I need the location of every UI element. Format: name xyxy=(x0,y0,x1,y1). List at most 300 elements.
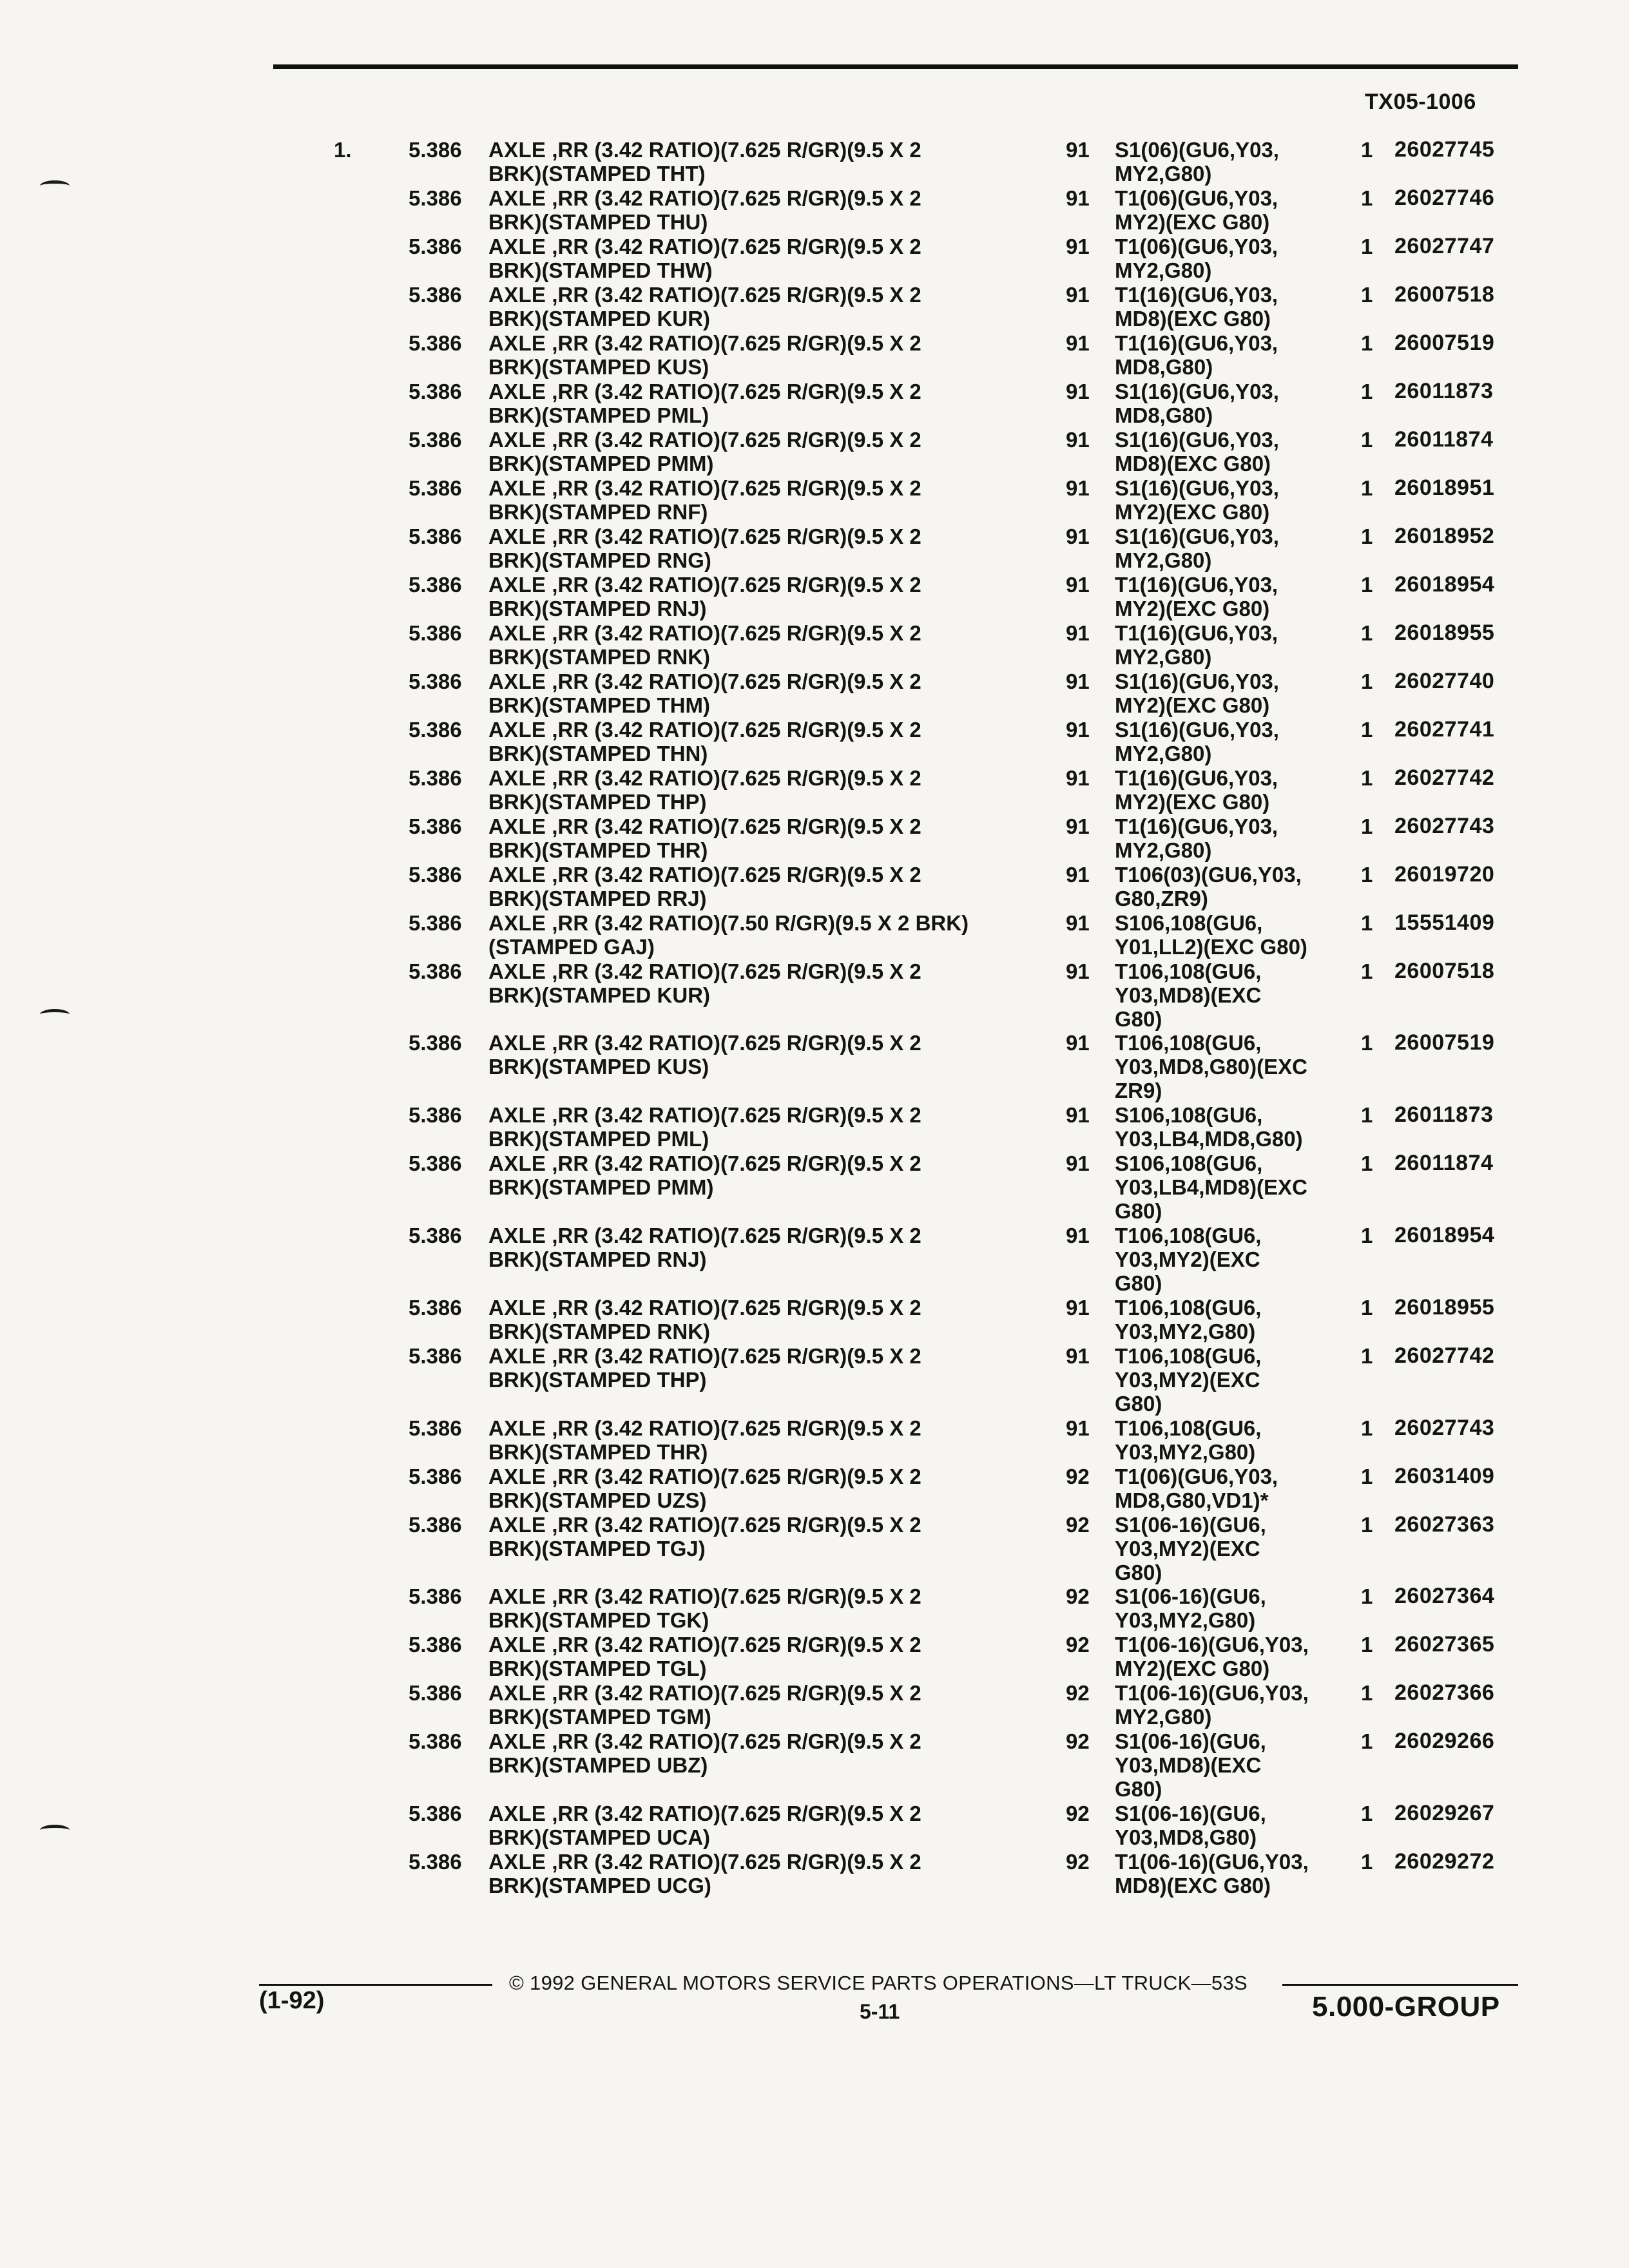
row-part-number: 26018954 xyxy=(1394,1223,1495,1247)
row-quantity: 1 xyxy=(1361,1729,1373,1753)
row-year: 91 xyxy=(1066,1416,1090,1440)
parts-row xyxy=(0,331,1629,379)
row-part-number: 26027740 xyxy=(1394,669,1495,693)
row-part-number: 26027743 xyxy=(1394,814,1495,838)
row-application: S1(16)(GU6,Y03, MY2,G80) xyxy=(1115,524,1279,572)
row-application: T1(06-16)(GU6,Y03, MY2)(EXC G80) xyxy=(1115,1633,1309,1680)
row-description xyxy=(488,380,1017,427)
row-description-text: ,RR (3.42 RATIO)(7.625 R/GR)(9.5 X 2 BRK)(STAMPED PML) xyxy=(488,380,921,427)
row-description xyxy=(488,1296,1017,1343)
row-part-name: AXLE xyxy=(488,476,546,500)
row-application: T1(06-16)(GU6,Y03, MY2,G80) xyxy=(1115,1681,1309,1729)
row-quantity: 1 xyxy=(1361,1296,1373,1320)
row-quantity: 1 xyxy=(1361,766,1373,790)
row-quantity: 1 xyxy=(1361,814,1373,838)
row-part-number: 26011874 xyxy=(1394,427,1494,452)
row-quantity: 1 xyxy=(1361,718,1373,742)
row-part-number: 26019720 xyxy=(1394,862,1495,887)
row-quantity: 1 xyxy=(1361,1103,1373,1127)
row-description-text: ,RR (3.42 RATIO)(7.625 R/GR)(9.5 X 2 BRK)(STAMPED TGJ) xyxy=(488,1513,921,1561)
row-number: 5.386 xyxy=(409,331,462,355)
row-part-name: AXLE xyxy=(488,573,546,597)
row-year: 91 xyxy=(1066,669,1090,693)
row-description xyxy=(488,1465,1017,1512)
row-year: 92 xyxy=(1066,1729,1090,1753)
row-description-text: ,RR (3.42 RATIO)(7.625 R/GR)(9.5 X 2 BRK)(STAMPED TGM) xyxy=(488,1681,921,1729)
row-description-text: ,RR (3.42 RATIO)(7.625 R/GR)(9.5 X 2 BRK)(STAMPED THR) xyxy=(488,1416,921,1464)
row-application: S1(16)(GU6,Y03, MY2,G80) xyxy=(1115,718,1279,765)
parts-row xyxy=(0,1030,1629,1102)
row-application: T106,108(GU6, Y03,MY2,G80) xyxy=(1115,1296,1262,1343)
row-year: 91 xyxy=(1066,138,1090,162)
row-part-number: 26027363 xyxy=(1394,1512,1495,1537)
row-index: 1. xyxy=(334,138,352,162)
row-year: 92 xyxy=(1066,1584,1090,1608)
row-part-number: 26018952 xyxy=(1394,524,1495,548)
row-part-name: AXLE xyxy=(488,428,546,452)
parts-row xyxy=(0,1416,1629,1464)
row-part-name: AXLE xyxy=(488,1224,546,1247)
row-part-name: AXLE xyxy=(488,331,546,355)
parts-row xyxy=(0,621,1629,669)
row-part-number: 15551409 xyxy=(1394,910,1495,935)
row-part-name: AXLE xyxy=(488,1296,546,1320)
row-description xyxy=(488,524,1017,572)
row-year: 91 xyxy=(1066,766,1090,790)
row-application: T1(16)(GU6,Y03, MD8,G80) xyxy=(1115,331,1278,379)
row-description xyxy=(488,959,1017,1007)
parts-row xyxy=(0,1802,1629,1849)
row-year: 91 xyxy=(1066,428,1090,452)
row-year: 91 xyxy=(1066,959,1090,983)
row-description-text: ,RR (3.42 RATIO)(7.625 R/GR)(9.5 X 2 BRK)(STAMPED THR) xyxy=(488,814,921,862)
parts-row xyxy=(0,1151,1629,1223)
row-part-name: AXLE xyxy=(488,186,546,210)
row-part-number: 26029266 xyxy=(1394,1729,1495,1753)
row-part-name: AXLE xyxy=(488,380,546,403)
row-quantity: 1 xyxy=(1361,235,1373,258)
row-description-text: ,RR (3.42 RATIO)(7.625 R/GR)(9.5 X 2 BRK)(STAMPED KUR) xyxy=(488,283,921,331)
row-description-text: ,RR (3.42 RATIO)(7.625 R/GR)(9.5 X 2 BRK)(STAMPED RNJ) xyxy=(488,1224,921,1271)
row-year: 91 xyxy=(1066,235,1090,258)
row-quantity: 1 xyxy=(1361,1416,1373,1440)
row-quantity: 1 xyxy=(1361,138,1373,162)
row-application: S1(06)(GU6,Y03, MY2,G80) xyxy=(1115,138,1279,186)
row-year: 91 xyxy=(1066,911,1090,935)
row-year: 91 xyxy=(1066,186,1090,210)
row-application: S1(16)(GU6,Y03, MD8,G80) xyxy=(1115,380,1279,427)
row-description xyxy=(488,1224,1017,1271)
row-description xyxy=(488,814,1017,862)
row-part-number: 26011874 xyxy=(1394,1151,1494,1175)
row-year: 91 xyxy=(1066,1224,1090,1247)
row-part-number: 26007518 xyxy=(1394,282,1495,307)
parts-row xyxy=(0,863,1629,910)
row-description-text: ,RR (3.42 RATIO)(7.625 R/GR)(9.5 X 2 BRK)(STAMPED TGL) xyxy=(488,1633,921,1680)
row-year: 92 xyxy=(1066,1513,1090,1537)
row-application: T1(06)(GU6,Y03, MY2,G80) xyxy=(1115,235,1278,282)
row-description-text: ,RR (3.42 RATIO)(7.625 R/GR)(9.5 X 2 BRK)(STAMPED PMM) xyxy=(488,428,921,476)
row-part-name: AXLE xyxy=(488,766,546,790)
row-number: 5.386 xyxy=(409,766,462,790)
row-part-name: AXLE xyxy=(488,1416,546,1440)
footer-date: (1-92) xyxy=(259,1987,325,2014)
row-description-text: ,RR (3.42 RATIO)(7.625 R/GR)(9.5 X 2 BRK)(STAMPED RNJ) xyxy=(488,573,921,620)
row-number: 5.386 xyxy=(409,1633,462,1657)
row-number: 5.386 xyxy=(409,1465,462,1488)
row-application: T1(06-16)(GU6,Y03, MD8)(EXC G80) xyxy=(1115,1850,1309,1898)
parts-row xyxy=(0,235,1629,282)
row-quantity: 1 xyxy=(1361,1850,1373,1874)
row-description xyxy=(488,1103,1017,1151)
row-description xyxy=(488,669,1017,717)
row-description xyxy=(488,1513,1017,1561)
row-part-number: 26007519 xyxy=(1394,1030,1495,1055)
row-application: S1(06-16)(GU6, Y03,MY2)(EXC G80) xyxy=(1115,1513,1266,1584)
row-number: 5.386 xyxy=(409,1584,462,1608)
row-part-name: AXLE xyxy=(488,524,546,548)
row-description-text: ,RR (3.42 RATIO)(7.625 R/GR)(9.5 X 2 BRK)(STAMPED RNF) xyxy=(488,476,921,524)
row-quantity: 1 xyxy=(1361,959,1373,983)
row-application: S1(16)(GU6,Y03, MY2)(EXC G80) xyxy=(1115,476,1279,524)
footer-rule-right xyxy=(1282,1984,1518,1986)
row-part-name: AXLE xyxy=(488,1681,546,1705)
row-part-name: AXLE xyxy=(488,1584,546,1608)
parts-row xyxy=(0,1729,1629,1801)
parts-row xyxy=(0,959,1629,1031)
footer-group: 5.000-GROUP xyxy=(1312,1991,1500,2023)
footer-rule-left xyxy=(259,1984,492,1986)
row-quantity: 1 xyxy=(1361,428,1373,452)
row-number: 5.386 xyxy=(409,1296,462,1320)
row-part-number: 26027742 xyxy=(1394,765,1495,790)
row-description-text: ,RR (3.42 RATIO)(7.625 R/GR)(9.5 X 2 BRK)(STAMPED RNK) xyxy=(488,621,921,669)
row-description xyxy=(488,1802,1017,1849)
row-description-text: ,RR (3.42 RATIO)(7.625 R/GR)(9.5 X 2 BRK)(STAMPED PMM) xyxy=(488,1151,921,1199)
footer-page-number: 5-11 xyxy=(860,2000,900,2023)
row-application: T106,108(GU6, Y03,MD8)(EXC G80) xyxy=(1115,959,1262,1031)
row-quantity: 1 xyxy=(1361,283,1373,307)
row-number: 5.386 xyxy=(409,283,462,307)
row-number: 5.386 xyxy=(409,138,462,162)
row-description-text: ,RR (3.42 RATIO)(7.625 R/GR)(9.5 X 2 BRK)(STAMPED UZS) xyxy=(488,1465,921,1512)
row-part-name: AXLE xyxy=(488,621,546,645)
row-part-name: AXLE xyxy=(488,283,546,307)
row-description xyxy=(488,1584,1017,1632)
row-part-number: 26027365 xyxy=(1394,1632,1495,1657)
row-number: 5.386 xyxy=(409,428,462,452)
row-part-number: 26027742 xyxy=(1394,1343,1495,1368)
row-part-number: 26027364 xyxy=(1394,1584,1495,1608)
row-description xyxy=(488,911,1017,959)
row-part-number: 26029272 xyxy=(1394,1849,1495,1874)
row-description xyxy=(488,573,1017,620)
row-description-text: ,RR (3.42 RATIO)(7.625 R/GR)(9.5 X 2 BRK)(STAMPED RNK) xyxy=(488,1296,921,1343)
row-year: 91 xyxy=(1066,1103,1090,1127)
row-description xyxy=(488,621,1017,669)
row-application: T106,108(GU6, Y03,MY2,G80) xyxy=(1115,1416,1262,1464)
row-quantity: 1 xyxy=(1361,1151,1373,1175)
parts-row xyxy=(0,1343,1629,1416)
row-description xyxy=(488,1416,1017,1464)
parts-row xyxy=(0,186,1629,234)
row-number: 5.386 xyxy=(409,235,462,258)
row-application: T106,108(GU6, Y03,MY2)(EXC G80) xyxy=(1115,1344,1262,1416)
parts-row xyxy=(0,428,1629,476)
row-part-name: AXLE xyxy=(488,138,546,162)
row-description xyxy=(488,186,1017,234)
row-number: 5.386 xyxy=(409,573,462,597)
row-application: S1(06-16)(GU6, Y03,MD8)(EXC G80) xyxy=(1115,1729,1266,1801)
row-description xyxy=(488,766,1017,814)
row-year: 91 xyxy=(1066,1151,1090,1175)
row-number: 5.386 xyxy=(409,1416,462,1440)
row-part-name: AXLE xyxy=(488,1344,546,1368)
parts-row xyxy=(0,1296,1629,1343)
row-description xyxy=(488,1344,1017,1392)
row-description xyxy=(488,863,1017,910)
row-year: 91 xyxy=(1066,380,1090,403)
row-year: 91 xyxy=(1066,814,1090,838)
row-number: 5.386 xyxy=(409,1681,462,1705)
row-year: 91 xyxy=(1066,476,1090,500)
row-part-name: AXLE xyxy=(488,959,546,983)
row-quantity: 1 xyxy=(1361,1633,1373,1657)
row-year: 92 xyxy=(1066,1465,1090,1488)
row-number: 5.386 xyxy=(409,1151,462,1175)
row-application: T106,108(GU6, Y03,MD8,G80)(EXC ZR9) xyxy=(1115,1031,1307,1102)
row-part-name: AXLE xyxy=(488,718,546,742)
parts-row xyxy=(0,1223,1629,1295)
row-description-text: ,RR (3.42 RATIO)(7.625 R/GR)(9.5 X 2 BRK)(STAMPED UCA) xyxy=(488,1802,921,1849)
row-part-number: 26018955 xyxy=(1394,620,1495,645)
row-number: 5.386 xyxy=(409,476,462,500)
footer-copyright: © 1992 GENERAL MOTORS SERVICE PARTS OPERATIONS—LT TRUCK—53S xyxy=(509,1972,1248,1994)
parts-row xyxy=(0,766,1629,814)
row-application: T1(16)(GU6,Y03, MY2)(EXC G80) xyxy=(1115,573,1278,620)
row-year: 91 xyxy=(1066,331,1090,355)
row-quantity: 1 xyxy=(1361,1802,1373,1825)
row-description xyxy=(488,476,1017,524)
row-number: 5.386 xyxy=(409,718,462,742)
row-description xyxy=(488,428,1017,476)
row-number: 5.386 xyxy=(409,959,462,983)
row-number: 5.386 xyxy=(409,380,462,403)
row-part-number: 26027741 xyxy=(1394,717,1495,742)
parts-row xyxy=(0,1584,1629,1632)
row-quantity: 1 xyxy=(1361,863,1373,887)
row-part-number: 26027745 xyxy=(1394,137,1495,162)
row-part-name: AXLE xyxy=(488,1151,546,1175)
parts-row xyxy=(0,283,1629,331)
row-number: 5.386 xyxy=(409,669,462,693)
row-number: 5.386 xyxy=(409,524,462,548)
row-description xyxy=(488,1031,1017,1079)
parts-row xyxy=(0,1850,1629,1898)
parts-row xyxy=(0,1633,1629,1680)
row-quantity: 1 xyxy=(1361,1465,1373,1488)
parts-row xyxy=(0,380,1629,427)
row-part-number: 26029267 xyxy=(1394,1801,1495,1825)
row-description xyxy=(488,1633,1017,1680)
row-number: 5.386 xyxy=(409,1729,462,1753)
row-description xyxy=(488,718,1017,765)
row-part-number: 26027746 xyxy=(1394,186,1495,210)
row-description-text: ,RR (3.42 RATIO)(7.625 R/GR)(9.5 X 2 BRK)(STAMPED RRJ) xyxy=(488,863,921,910)
row-quantity: 1 xyxy=(1361,186,1373,210)
row-quantity: 1 xyxy=(1361,524,1373,548)
row-application: T1(16)(GU6,Y03, MY2,G80) xyxy=(1115,621,1278,669)
row-description-text: ,RR (3.42 RATIO)(7.625 R/GR)(9.5 X 2 BRK)(STAMPED KUR) xyxy=(488,959,921,1007)
row-description xyxy=(488,331,1017,379)
row-number: 5.386 xyxy=(409,621,462,645)
parts-row xyxy=(0,669,1629,717)
row-part-name: AXLE xyxy=(488,1850,546,1874)
row-quantity: 1 xyxy=(1361,380,1373,403)
row-year: 91 xyxy=(1066,283,1090,307)
parts-row xyxy=(0,911,1629,959)
row-part-name: AXLE xyxy=(488,814,546,838)
row-quantity: 1 xyxy=(1361,911,1373,935)
row-description xyxy=(488,1681,1017,1729)
row-number: 5.386 xyxy=(409,1224,462,1247)
row-application: T1(16)(GU6,Y03, MY2,G80) xyxy=(1115,814,1278,862)
row-part-number: 26007518 xyxy=(1394,959,1495,983)
row-description xyxy=(488,1850,1017,1898)
row-application: S1(06-16)(GU6, Y03,MY2,G80) xyxy=(1115,1584,1266,1632)
row-description-text: ,RR (3.42 RATIO)(7.625 R/GR)(9.5 X 2 BRK)(STAMPED RNG) xyxy=(488,524,921,572)
row-year: 91 xyxy=(1066,1344,1090,1368)
row-description-text: ,RR (3.42 RATIO)(7.625 R/GR)(9.5 X 2 BRK)(STAMPED THT) xyxy=(488,138,921,186)
row-application: S1(06-16)(GU6, Y03,MD8,G80) xyxy=(1115,1802,1266,1849)
row-application: T106(03)(GU6,Y03, G80,ZR9) xyxy=(1115,863,1302,910)
row-number: 5.386 xyxy=(409,814,462,838)
row-part-name: AXLE xyxy=(488,1103,546,1127)
row-number: 5.386 xyxy=(409,1031,462,1055)
row-part-name: AXLE xyxy=(488,1513,546,1537)
row-quantity: 1 xyxy=(1361,1344,1373,1368)
row-application: T1(06)(GU6,Y03, MY2)(EXC G80) xyxy=(1115,186,1278,234)
parts-row xyxy=(0,138,1629,186)
row-application: S106,108(GU6, Y03,LB4,MD8,G80) xyxy=(1115,1103,1303,1151)
row-description-text: ,RR (3.42 RATIO)(7.625 R/GR)(9.5 X 2 BRK)(STAMPED THP) xyxy=(488,766,921,814)
row-part-name: AXLE xyxy=(488,863,546,887)
parts-row xyxy=(0,476,1629,524)
row-part-name: AXLE xyxy=(488,1633,546,1657)
row-part-name: AXLE xyxy=(488,1031,546,1055)
row-application: S106,108(GU6, Y01,LL2)(EXC G80) xyxy=(1115,911,1307,959)
row-application: S1(16)(GU6,Y03, MY2)(EXC G80) xyxy=(1115,669,1279,717)
row-application: T1(16)(GU6,Y03, MY2)(EXC G80) xyxy=(1115,766,1278,814)
row-description-text: ,RR (3.42 RATIO)(7.625 R/GR)(9.5 X 2 BRK)(STAMPED UBZ) xyxy=(488,1729,921,1777)
row-year: 91 xyxy=(1066,621,1090,645)
row-part-number: 26031409 xyxy=(1394,1464,1495,1488)
parts-row xyxy=(0,573,1629,620)
parts-row xyxy=(0,1681,1629,1729)
parts-row xyxy=(0,1103,1629,1151)
row-part-number: 26027747 xyxy=(1394,234,1495,258)
row-description-text: ,RR (3.42 RATIO)(7.625 R/GR)(9.5 X 2 BRK)(STAMPED THN) xyxy=(488,718,921,765)
row-number: 5.386 xyxy=(409,1103,462,1127)
row-description-text: ,RR (3.42 RATIO)(7.625 R/GR)(9.5 X 2 BRK)(STAMPED THU) xyxy=(488,186,921,234)
row-description xyxy=(488,235,1017,282)
row-year: 92 xyxy=(1066,1681,1090,1705)
row-part-number: 26018954 xyxy=(1394,572,1495,597)
row-application: T106,108(GU6, Y03,MY2)(EXC G80) xyxy=(1115,1224,1262,1295)
row-description-text: ,RR (3.42 RATIO)(7.625 R/GR)(9.5 X 2 BRK)(STAMPED PML) xyxy=(488,1103,921,1151)
row-description-text: ,RR (3.42 RATIO)(7.625 R/GR)(9.5 X 2 BRK)(STAMPED KUS) xyxy=(488,331,921,379)
row-description xyxy=(488,1729,1017,1777)
row-year: 91 xyxy=(1066,573,1090,597)
row-description xyxy=(488,283,1017,331)
row-year: 91 xyxy=(1066,1031,1090,1055)
row-quantity: 1 xyxy=(1361,1031,1373,1055)
row-description-text: ,RR (3.42 RATIO)(7.625 R/GR)(9.5 X 2 BRK)(STAMPED UCG) xyxy=(488,1850,921,1898)
row-quantity: 1 xyxy=(1361,1224,1373,1247)
row-description-text: ,RR (3.42 RATIO)(7.625 R/GR)(9.5 X 2 BRK)(STAMPED THP) xyxy=(488,1344,921,1392)
parts-row xyxy=(0,814,1629,862)
row-part-number: 26011873 xyxy=(1394,1102,1494,1127)
row-year: 91 xyxy=(1066,524,1090,548)
row-year: 91 xyxy=(1066,863,1090,887)
row-year: 92 xyxy=(1066,1633,1090,1657)
page-code: TX05-1006 xyxy=(1365,90,1476,114)
row-part-number: 26007519 xyxy=(1394,331,1495,355)
row-part-name: AXLE xyxy=(488,1465,546,1488)
row-number: 5.386 xyxy=(409,911,462,935)
row-year: 91 xyxy=(1066,718,1090,742)
row-part-number: 26018951 xyxy=(1394,476,1495,500)
row-description xyxy=(488,1151,1017,1199)
row-description xyxy=(488,138,1017,186)
row-description-text: ,RR (3.42 RATIO)(7.625 R/GR)(9.5 X 2 BRK)(STAMPED TGK) xyxy=(488,1584,921,1632)
row-description-text: ,RR (3.42 RATIO)(7.625 R/GR)(9.5 X 2 BRK)(STAMPED THW) xyxy=(488,235,921,282)
parts-row xyxy=(0,1465,1629,1512)
row-quantity: 1 xyxy=(1361,573,1373,597)
row-application: S1(16)(GU6,Y03, MD8)(EXC G80) xyxy=(1115,428,1279,476)
row-quantity: 1 xyxy=(1361,621,1373,645)
row-application: T1(06)(GU6,Y03, MD8,G80,VD1)* xyxy=(1115,1465,1278,1512)
row-quantity: 1 xyxy=(1361,669,1373,693)
row-quantity: 1 xyxy=(1361,476,1373,500)
row-part-number: 26011873 xyxy=(1394,379,1494,403)
row-part-number: 26018955 xyxy=(1394,1295,1495,1320)
row-quantity: 1 xyxy=(1361,1513,1373,1537)
row-part-number: 26027743 xyxy=(1394,1416,1495,1440)
row-year: 91 xyxy=(1066,1296,1090,1320)
row-part-number: 26027366 xyxy=(1394,1680,1495,1705)
row-part-name: AXLE xyxy=(488,911,546,935)
row-number: 5.386 xyxy=(409,1513,462,1537)
row-number: 5.386 xyxy=(409,1344,462,1368)
row-quantity: 1 xyxy=(1361,1681,1373,1705)
row-quantity: 1 xyxy=(1361,331,1373,355)
row-part-name: AXLE xyxy=(488,1802,546,1825)
row-number: 5.386 xyxy=(409,1850,462,1874)
row-year: 92 xyxy=(1066,1850,1090,1874)
row-part-name: AXLE xyxy=(488,1729,546,1753)
parts-row xyxy=(0,1512,1629,1584)
row-application: T1(16)(GU6,Y03, MD8)(EXC G80) xyxy=(1115,283,1278,331)
row-year: 92 xyxy=(1066,1802,1090,1825)
row-description-text: ,RR (3.42 RATIO)(7.625 R/GR)(9.5 X 2 BRK)(STAMPED KUS) xyxy=(488,1031,921,1079)
row-part-name: AXLE xyxy=(488,669,546,693)
row-application: S106,108(GU6, Y03,LB4,MD8)(EXC G80) xyxy=(1115,1151,1307,1223)
row-number: 5.386 xyxy=(409,1802,462,1825)
parts-row xyxy=(0,718,1629,765)
row-part-name: AXLE xyxy=(488,235,546,258)
row-description-text: ,RR (3.42 RATIO)(7.50 R/GR)(9.5 X 2 BRK) (STAMPED GAJ) xyxy=(488,911,969,959)
